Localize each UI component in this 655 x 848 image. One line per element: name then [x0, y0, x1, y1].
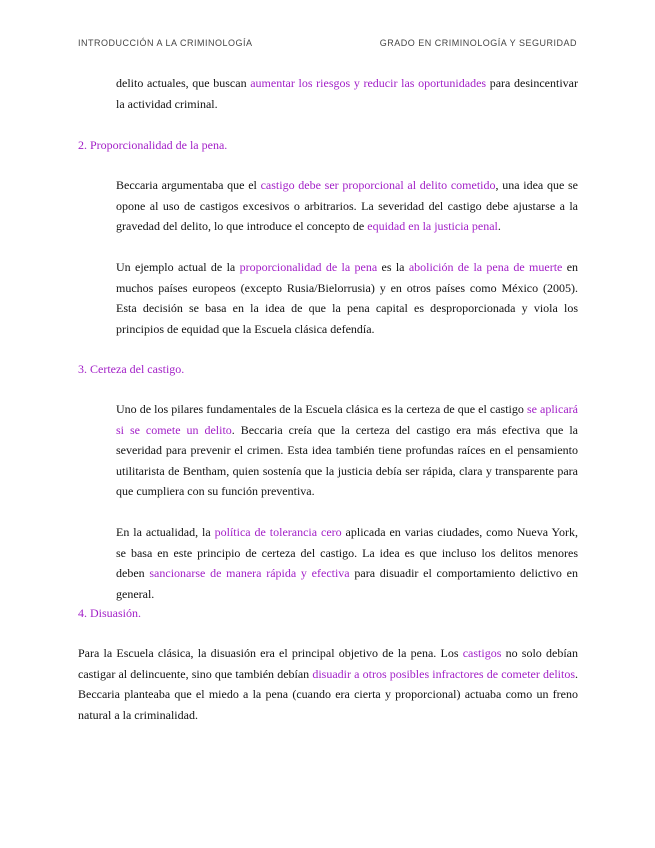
- text: Para la Escuela clásica, la disuasión era el principal objetivo de la pena. Los: [78, 646, 463, 660]
- text: Uno de los pilares fundamentales de la Escuela clásica es la certeza de que el castigo: [116, 402, 527, 416]
- text: para desincentivar la actividad criminal.: [116, 76, 579, 111]
- paragraph-intro-continuation: [116, 73, 578, 114]
- text: delito actuales, que buscan: [116, 76, 251, 90]
- highlight-text: sancionarse de manera rápida y efectiva: [149, 566, 350, 580]
- text: es la: [377, 260, 409, 274]
- text: aplicada en varias ciudades, como Nueva York, se basa en este principio de certeza del castigo. La idea es que incluso los delitos menores deben: [116, 525, 578, 580]
- paragraph-proporcionalidad-2: [116, 257, 578, 339]
- text: , una idea que se opone al uso de castigos excesivos o arbitrarios. La severidad del castigo debe ajustarse a la gravedad del delito, lo que introduce el concepto de: [116, 178, 578, 233]
- page-header: [78, 38, 577, 48]
- text: Un ejemplo actual de la: [116, 260, 240, 274]
- paragraph-proporcionalidad-1: [116, 175, 578, 237]
- highlight-text: equidad en la justicia penal: [367, 219, 498, 233]
- highlight-text: proporcionalidad de la pena: [239, 260, 378, 274]
- text: para disuadir el comportamiento delictivo en general.: [116, 566, 578, 601]
- text: . Beccaria creía que la certeza del castigo era más efectiva que la severidad para prevenir el crimen. Esta idea también tiene profundas raíces en el pensamiento utilitarista de Bentham, quien sostenía que la justicia debía ser rápida, clara y transparente para que cumpliera con su función preventiva.: [116, 422, 578, 498]
- text: .: [497, 219, 501, 233]
- text: . Beccaria planteaba que el miedo a la pena (cuando era cierta y proporcional) actuaba como un freno natural a la criminalidad.: [78, 666, 578, 722]
- section-heading-proporcionalidad: 2. Proporcionalidad de la pena.: [78, 138, 228, 152]
- header-degree-title: GRADO EN CRIMINOLOGÍA Y SEGURIDAD: [379, 38, 577, 48]
- text: no solo debían castigar al delincuente, sino que también debían: [78, 646, 578, 681]
- highlight-text: aumentar los riesgos y reducir las oportunidades: [250, 76, 487, 90]
- paragraph-disuasion: [78, 643, 578, 725]
- paragraph-certeza-2: [116, 522, 578, 604]
- section-heading-disuasion: 4. Disuasión.: [78, 606, 141, 620]
- header-course-title: INTRODUCCIÓN A LA CRIMINOLOGÍA: [78, 38, 253, 48]
- highlight-text: disuadir a otros posibles infractores de cometer delitos: [312, 666, 575, 681]
- text: en muchos países europeos (excepto Rusia/Bielorrusia) y en otros países como México (2005). Esta decisión se basa en la idea de que la pena capital es desproporcionada y viola los principios de equidad que la Escuela clásica defendía.: [116, 260, 579, 336]
- highlight-text: política de tolerancia cero: [214, 525, 342, 539]
- text: Beccaria argumentaba que el: [116, 178, 261, 192]
- section-heading-certeza: 3. Certeza del castigo.: [78, 362, 185, 376]
- text: En la actualidad, la: [116, 525, 215, 539]
- highlight-text: abolición de la pena de muerte: [408, 260, 563, 274]
- highlight-text: castigos: [462, 646, 502, 660]
- highlight-text: castigo debe ser proporcional al delito cometido: [260, 178, 496, 192]
- paragraph-certeza-1: [116, 399, 578, 502]
- highlight-text: se aplicará si se comete un delito: [116, 402, 578, 437]
